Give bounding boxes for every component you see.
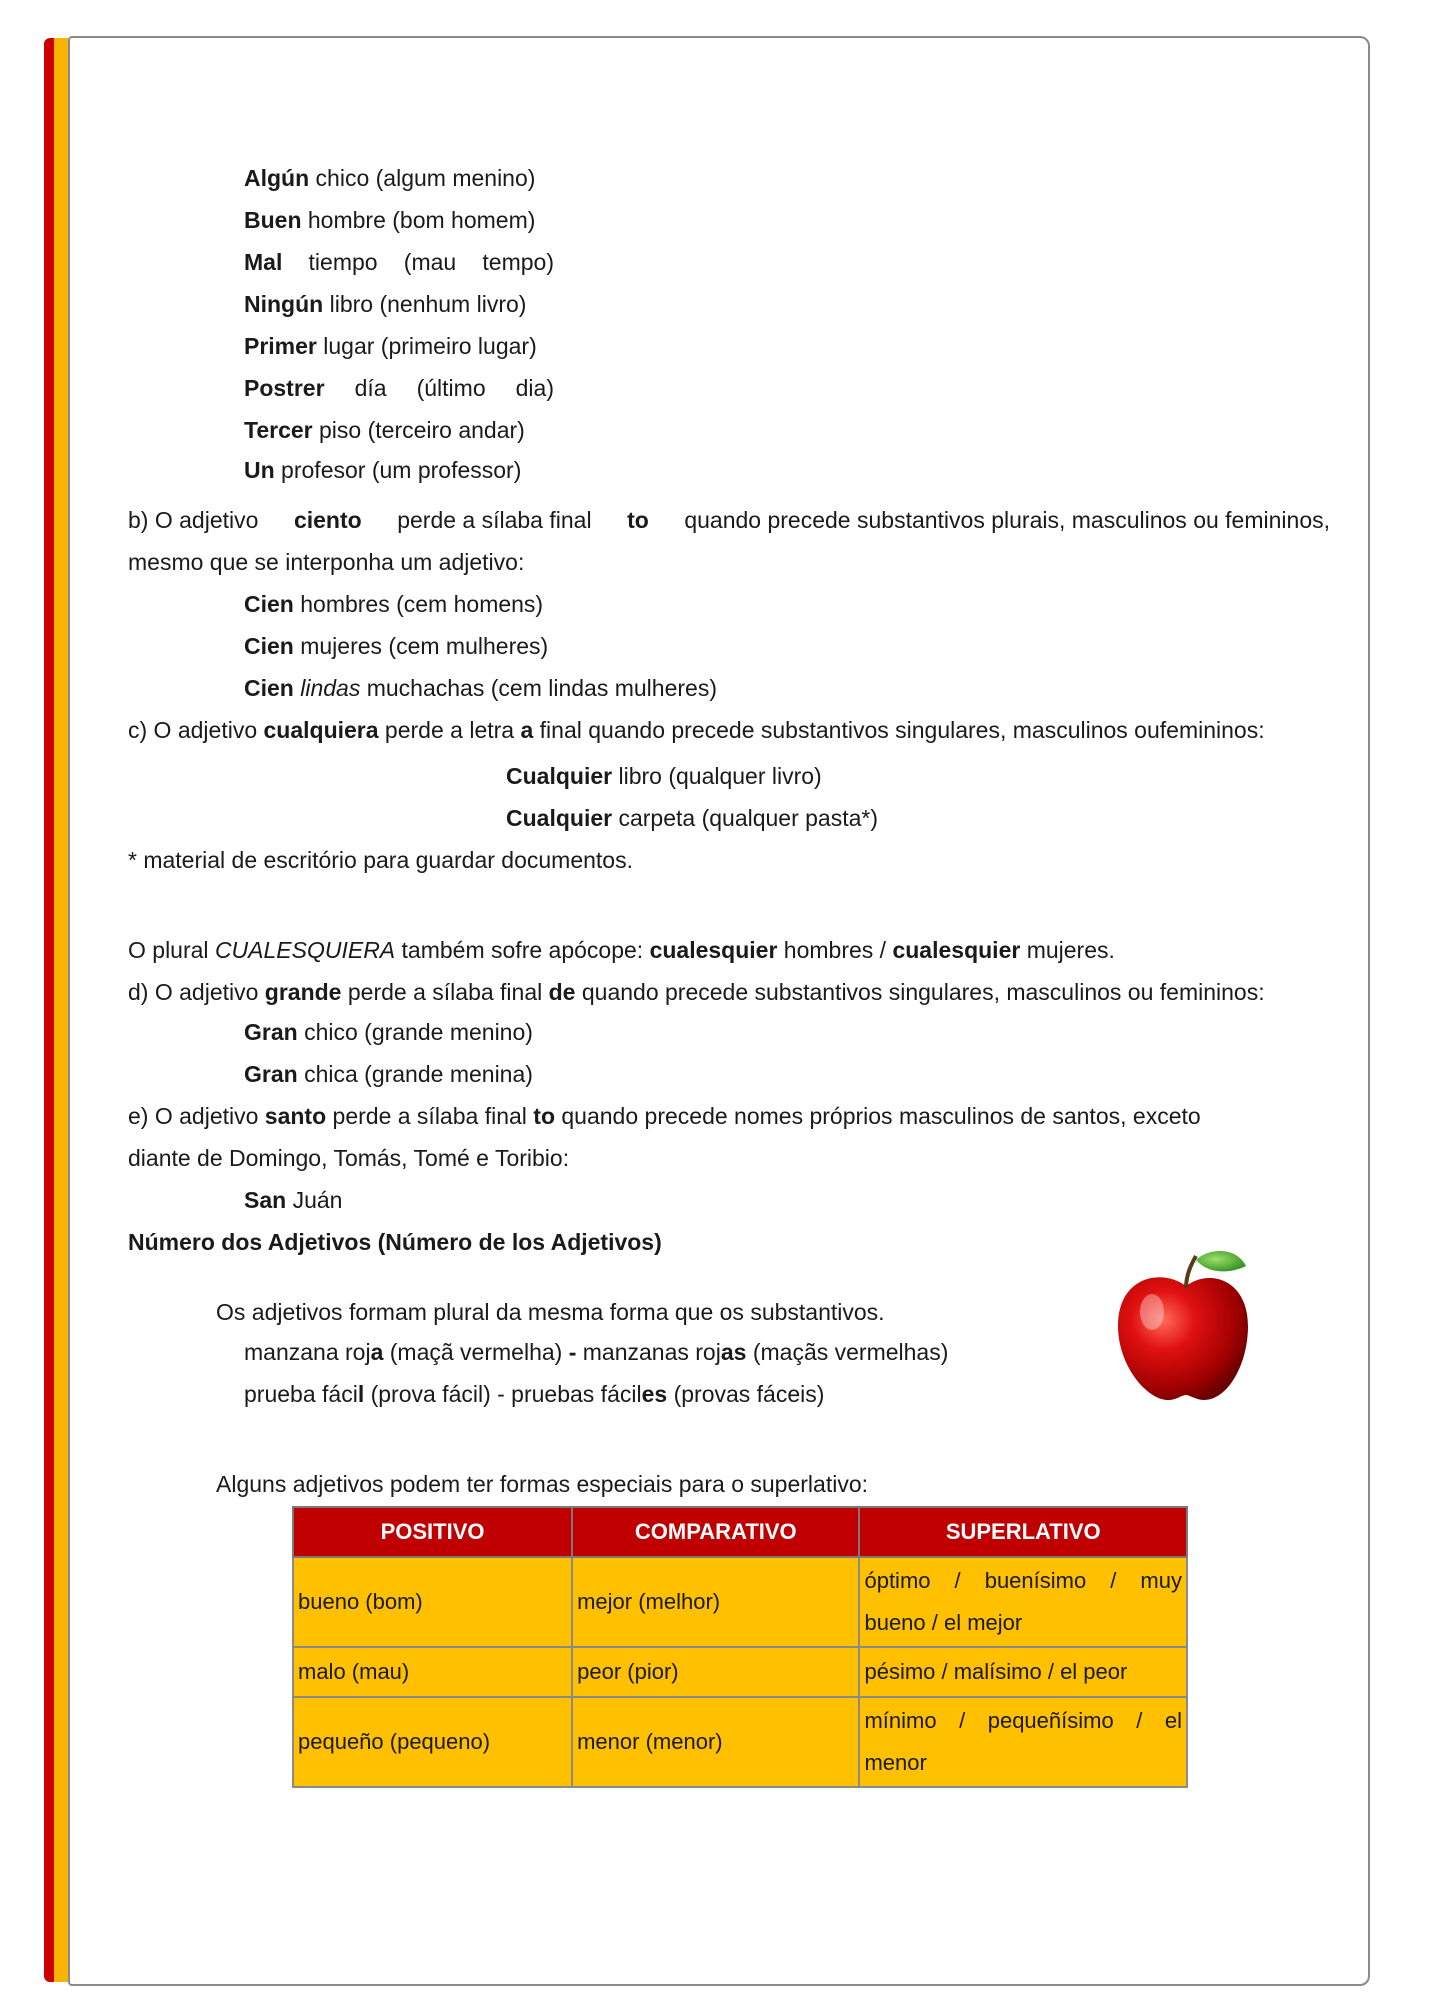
section-heading-numero: Número dos Adjetivos (Número de los Adjetivos) [128,1229,662,1255]
example-mal: Mal tiempo (mau tempo) [244,249,554,275]
example-manzana: manzana roja (maçã vermelha) - manzanas rojas (maçãs vermelhas) [244,1339,949,1365]
table-cell: pequeño (pequeno) [293,1697,572,1787]
table-cell: pésimo / malísimo / el peor [859,1647,1187,1697]
section-b-rule: b) O adjetivo ciento perde a sílaba final to quando precede substantivos plurais, masculinos ou femininos, [128,507,1330,533]
section-e-rule: e) O adjetivo santo perde a sílaba final to quando precede nomes próprios masculinos de santos, exceto [128,1103,1201,1129]
superlativo-intro: Alguns adjetivos podem ter formas especiais para o superlativo: [216,1471,869,1497]
table-cell: óptimo / buenísimo / muy bueno / el mejor [859,1557,1187,1647]
example-cualquier-carpeta: Cualquier carpeta (qualquer pasta*) [506,805,879,831]
example-cualquier-libro: Cualquier libro (qualquer livro) [506,763,822,789]
table-cell: mínimo / pequeñísimo / el menor [859,1697,1187,1787]
example-primer: Primer lugar (primeiro lugar) [244,333,537,359]
header-positivo: POSITIVO [293,1507,572,1557]
example-gran-chico: Gran chico (grande menino) [244,1019,533,1045]
table-cell: bueno (bom) [293,1557,572,1647]
example-buen: Buen hombre (bom homem) [244,207,536,233]
example-un: Un profesor (um professor) [244,457,522,483]
apple-icon [1112,1246,1258,1406]
section-b-rule-cont: mesmo que se interponha um adjetivo: [128,549,525,575]
footnote: * material de escritório para guardar documentos. [128,847,633,873]
example-san-juan: San Juán [244,1187,343,1213]
plural-cualesquiera: O plural CUALESQUIERA também sofre apócope: cualesquier hombres / cualesquier mujeres. [128,937,1115,963]
table-cell: peor (pior) [572,1647,859,1697]
table-row [293,1697,1187,1787]
table-cell: menor (menor) [572,1697,859,1787]
example-algun: Algún chico (algum menino) [244,165,536,191]
numero-intro: Os adjetivos formam plural da mesma forma que os substantivos. [216,1299,885,1325]
section-e-rule-cont: diante de Domingo, Tomás, Tomé e Toribio: [128,1145,570,1171]
example-cien-hombres: Cien hombres (cem homens) [244,591,544,617]
example-ningun: Ningún libro (nenhum livro) [244,291,527,317]
table-row [293,1557,1187,1647]
example-cien-lindas: Cien lindas muchachas (cem lindas mulheres) [244,675,717,701]
table-header-row [293,1507,1187,1557]
table-cell: malo (mau) [293,1647,572,1697]
example-prueba: prueba fácil (prova fácil) - pruebas fáciles (provas fáceis) [244,1381,825,1407]
section-c-rule: c) O adjetivo cualquiera perde a letra a final quando precede substantivos singulares, masculinos oufemininos: [128,717,1265,743]
table-cell: mejor (melhor) [572,1557,859,1647]
superlative-table [292,1506,1188,1788]
example-gran-chica: Gran chica (grande menina) [244,1061,533,1087]
header-superlativo: SUPERLATIVO [859,1507,1187,1557]
example-tercer: Tercer piso (terceiro andar) [244,417,525,443]
example-cien-mujeres: Cien mujeres (cem mulheres) [244,633,549,659]
header-comparativo: COMPARATIVO [572,1507,859,1557]
table-row [293,1647,1187,1697]
example-postrer: Postrer día (último dia) [244,375,554,401]
section-d-rule: d) O adjetivo grande perde a sílaba final de quando precede substantivos singulares, masculinos ou femininos: [128,979,1265,1005]
